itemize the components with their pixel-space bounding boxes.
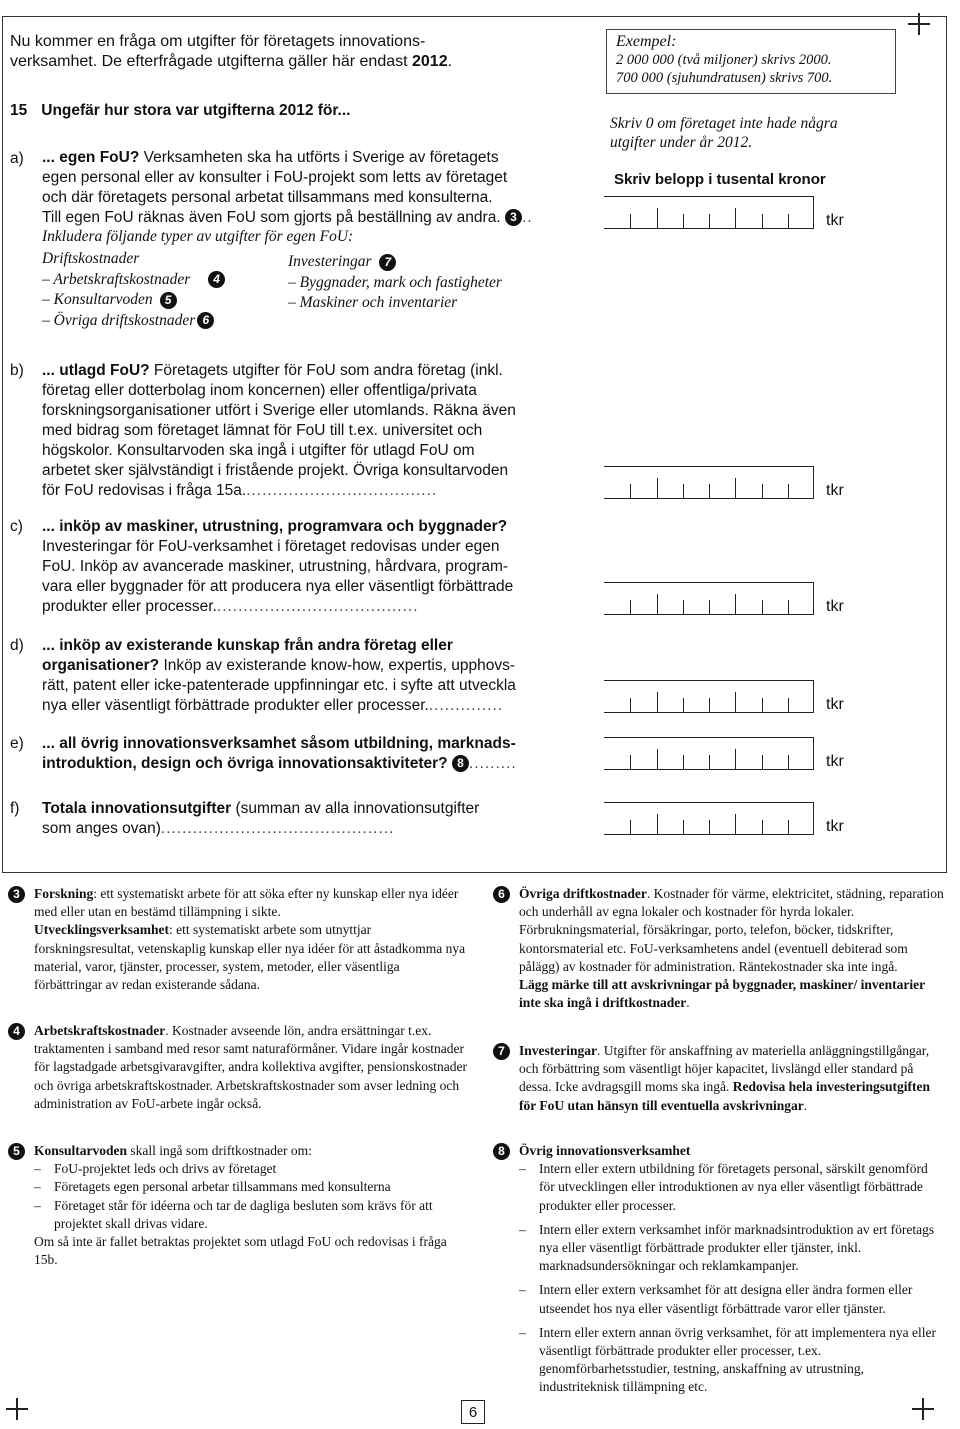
unit-label-f: tkr: [826, 818, 844, 835]
label-e: e): [10, 735, 24, 752]
footnote-marker-6: 6: [493, 886, 510, 903]
digit-separator-tick: [788, 755, 789, 769]
footnote-marker-8: 8: [493, 1143, 510, 1160]
footnote-marker-7: 7: [493, 1043, 510, 1060]
digit-separator-tick: [762, 484, 763, 498]
digit-separator-tick: [762, 698, 763, 712]
unit-label-e: tkr: [826, 753, 844, 770]
digit-separator-tick: [735, 692, 736, 712]
answer-box-c[interactable]: [604, 582, 814, 615]
digit-separator-tick: [657, 478, 658, 498]
question-c-text: ... inköp av maskiner, utrustning, programvara och byggnader? Investeringar för FoU-verksamhet i företaget redovisas under egen FoU. Inköp av avancerade maskiner, utrustning, hårdvara, program- vara eller byggnader för att producera nya eller väsentligt förbättrade produkter eller processer.......................................: [42, 518, 514, 615]
digit-separator-tick: [788, 600, 789, 614]
footnote-marker-5: 5: [8, 1143, 25, 1160]
answer-box-e[interactable]: [604, 737, 814, 770]
digit-separator-tick: [709, 484, 710, 498]
digit-separator-tick: [762, 755, 763, 769]
digit-separator-tick: [657, 814, 658, 834]
answer-box-f[interactable]: [604, 802, 814, 835]
intro-text: Nu kommer en fråga om utgifter för företagets innovations- verksamhet. De efterfrågade utgifterna gäller här endast 2012.: [10, 33, 453, 70]
footnote-ref-7: 7: [379, 254, 396, 271]
digit-separator-tick: [762, 820, 763, 834]
example-text: Exempel: 2 000 000 (två miljoner) skrivs 2000. 700 000 (sjuhundratusen) skrivs 700.: [616, 33, 833, 86]
footnote-ref-6: 6: [197, 312, 214, 329]
digit-separator-tick: [630, 214, 631, 228]
investment-list: Investeringar 7 – Byggnader, mark och fastigheter – Maskiner och inventarier: [288, 253, 502, 311]
zero-instruction: Skriv 0 om företaget inte hade några utgifter under år 2012.: [610, 115, 838, 151]
digit-separator-tick: [709, 600, 710, 614]
footnote-ref-8: 8: [452, 755, 469, 772]
digit-separator-tick: [788, 698, 789, 712]
unit-label-d: tkr: [826, 696, 844, 713]
digit-separator-tick: [630, 755, 631, 769]
unit-label-b: tkr: [826, 482, 844, 499]
digit-separator-tick: [630, 600, 631, 614]
digit-separator-tick: [735, 749, 736, 769]
footnote-marker-4: 4: [8, 1023, 25, 1040]
label-c: c): [10, 518, 23, 535]
unit-label-c: tkr: [826, 598, 844, 615]
digit-separator-tick: [709, 755, 710, 769]
footnote-7: 7 Investeringar. Utgifter för anskaffning av materiella anläggningstillgångar, och förbättring som väsentligt höjer kapacitet, livslängd eller standard på dessa. Icke avdragsgill moms ska ingå. Redovisa hela investeringsutgiften för FoU utan hänsyn till eventuella avskrivningar.: [493, 1042, 945, 1115]
question-e-text: ... all övrig innovationsverksamhet såsom utbildning, marknads- introduktion, design och övriga innovationsaktiviteter? 8 .........: [42, 735, 517, 772]
digit-separator-tick: [683, 820, 684, 834]
digit-separator-tick: [762, 600, 763, 614]
digit-separator-tick: [788, 214, 789, 228]
unit-header: Skriv belopp i tusental kronor: [614, 171, 826, 188]
digit-separator-tick: [683, 484, 684, 498]
registration-mark-bottom-right: [912, 1398, 934, 1420]
digit-separator-tick: [735, 814, 736, 834]
footnote-ref-4: 4: [208, 271, 225, 288]
digit-separator-tick: [683, 214, 684, 228]
digit-separator-tick: [788, 484, 789, 498]
digit-separator-tick: [683, 600, 684, 614]
digit-separator-tick: [657, 594, 658, 614]
label-d: d): [10, 637, 24, 654]
digit-separator-tick: [630, 698, 631, 712]
digit-separator-tick: [735, 208, 736, 228]
question-heading: 15 Ungefär hur stora var utgifterna 2012 för...: [10, 102, 351, 119]
label-a: a): [10, 150, 24, 167]
label-b: b): [10, 362, 24, 379]
digit-separator-tick: [735, 478, 736, 498]
unit-label-a: tkr: [826, 212, 844, 229]
answer-box-a[interactable]: [604, 196, 814, 229]
answer-box-d[interactable]: [604, 680, 814, 713]
footnote-ref-5: 5: [160, 292, 177, 309]
digit-separator-tick: [709, 698, 710, 712]
answer-box-b[interactable]: [604, 466, 814, 499]
footnote-ref-3: 3: [505, 209, 522, 226]
digit-separator-tick: [657, 692, 658, 712]
digit-separator-tick: [788, 820, 789, 834]
digit-separator-tick: [657, 208, 658, 228]
footnote-8: 8 Övrig innovationsverksamhet – Intern eller extern utbildning för företagets personal, särskilt genomförd för utvecklingen eller introduktionen av nya eller väsentligt förbättrade produkter eller processer. – Intern eller extern verksamhet inför marknadsintroduktion av ert företags nya eller väsentligt förbättrade produkter eller tjänster, inkl. marknadsundersökningar och reklamkampanjer. – Intern eller extern verksamhet för att designa eller ändra formen eller utseendet hos nya eller väsentligt förbättrade varor eller tjänster. – Intern eller extern annan övrig verksamhet, för att implementera nya eller väsentligt förbättrade produkter eller processer, t.ex. genomförbarhetsstudier, testning, anskaffning av utrustning, industriteknisk tillämpning etc.: [493, 1142, 945, 1397]
digit-separator-tick: [630, 820, 631, 834]
page-number: 6: [461, 1400, 485, 1424]
question-b-text: ... utlagd FoU? Företagets utgifter för FoU som andra företag (inkl. företag eller dotterbolag inom koncernen) eller offentliga/privata forskningsorganisationer utfört i Sverige eller utomlands. Räkna även med bidrag som företaget lämnat för FoU till t.ex. universitet och högskolor. Konsultarvoden ska ingå i utgifter för utlagd FoU om arbetet sker självständigt i fristående projekt. Övriga konsultarvoden för FoU redovisas i fråga 15a.....................................: [42, 362, 516, 499]
question-f-text: Totala innovationsutgifter (summan av alla innovationsutgifter som anges ovan)............................................: [42, 800, 480, 837]
label-f: f): [10, 800, 20, 817]
question-d-text: ... inköp av existerande kunskap från andra företag eller organisationer? Inköp av existerande know-how, expertis, upphovs- rätt, patent eller icke-patenterade uppfinningar etc. i syfte att utveckla nya eller väsentligt förbättrade produkter eller processer...............: [42, 637, 516, 714]
digit-separator-tick: [762, 214, 763, 228]
footnote-4: 4 Arbetskraftskostnader. Kostnader avseende lön, andra ersättningar t.ex. traktamenten i samband med resor samt naturaförmåner. Vidare ingår kostnader för lagstadgade arbetsgivaravgifter, andra kollektiva avgifter, pensionskostnader och övriga arbetskraftskostnader. Arbetskraftskostnader som avser ledning och administration av FoU-arbete ingår också.: [8, 1022, 468, 1113]
footnote-marker-3: 3: [8, 886, 25, 903]
digit-separator-tick: [735, 594, 736, 614]
digit-separator-tick: [709, 214, 710, 228]
digit-separator-tick: [709, 820, 710, 834]
footnote-5: 5 Konsultarvoden skall ingå som driftkostnader om: – FoU-projektet leds och drivs av företaget – Företagets egen personal arbetar tillsammans med konsulterna – Företaget står för idéerna och tar de dagliga besluten som krävs för att projektet skall drivas vidare. Om så inte är fallet betraktas projektet som utlagd FoU och redovisas i fråga 15b.: [8, 1142, 468, 1269]
drift-list: Driftskostnader – Arbetskraftskostnader 4 – Konsultarvoden 5 – Övriga driftskostnader 6: [42, 249, 225, 331]
footnote-3: 3 Forskning: ett systematiskt arbete för att söka efter ny kunskap eller nya idéer med eller utan en bestämd tillämpning i sikte. Utvecklingsverksamhet: ett systematiskt arbete som utnyttjar forskningsresultat, vetenskaplig kunskap eller nya idéer för att åstadkomma nya material, varor, tjänster, processer, system, metoder, eller väsentliga förbättringar av redan existerande sådana.: [8, 885, 468, 994]
digit-separator-tick: [683, 755, 684, 769]
footnote-6: 6 Övriga driftkostnader. Kostnader för värme, elektricitet, städning, reparation och underhåll av egna lokaler och kostnader för hyrda lokaler. Förbrukningsmaterial, försäkringar, porto, telefon, böcker, tidskrifter, kontorsmaterial etc. FoU-verksamhetens andel (eventuell debiterad som pålägg) av kostnader för administration. Räntekostnader ska inte ingå. Lägg märke till att avskrivningar på byggnader, maskiner/ inventarier inte ska ingå i driftkostnader.: [493, 885, 945, 1012]
registration-mark-bottom-left: [6, 1398, 28, 1420]
digit-separator-tick: [683, 698, 684, 712]
digit-separator-tick: [630, 484, 631, 498]
digit-separator-tick: [657, 749, 658, 769]
include-heading: Inkludera följande typer av utgifter för egen FoU:: [42, 228, 354, 245]
question-a-text: ... egen FoU? Verksamheten ska ha utförts i Sverige av företagets egen personal eller av konsulter i FoU-projekt som letts av företaget och där företagets personal arbetat tillsammans med konsulterna. Till egen FoU räknas även FoU som gjorts på beställning av andra. 3 ..: [42, 149, 533, 226]
